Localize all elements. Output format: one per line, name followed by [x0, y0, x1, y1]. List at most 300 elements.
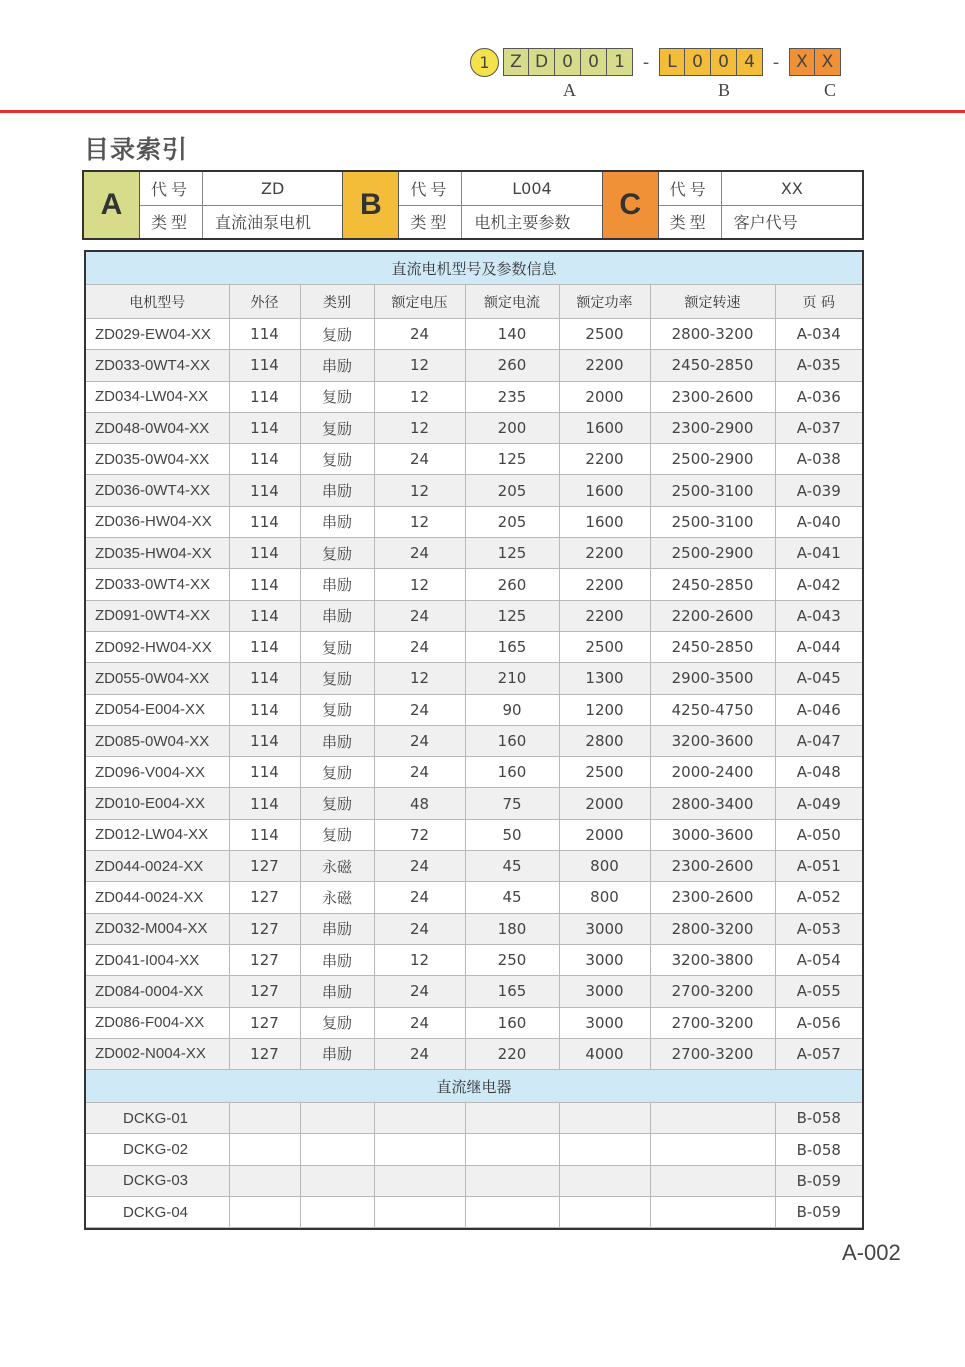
table-cell: 复励 [300, 444, 374, 475]
table-cell: 串励 [300, 569, 374, 600]
table-cell: DCKG-04 [86, 1197, 229, 1228]
index-b-code: L004 [512, 178, 552, 198]
table-cell [300, 1165, 374, 1196]
table-cell: A-038 [775, 444, 862, 475]
code-char: 0 [581, 48, 607, 76]
table-cell: 260 [465, 569, 559, 600]
table-row [86, 600, 862, 631]
table-cell: 220 [465, 1038, 559, 1069]
table-cell: 12 [374, 475, 465, 506]
table-cell: A-034 [775, 319, 862, 350]
table-cell: 1600 [559, 412, 650, 443]
table-row [86, 944, 862, 975]
table-row [86, 1165, 862, 1196]
code-char: 1 [607, 48, 633, 76]
table-cell [465, 1197, 559, 1228]
table-cell: 114 [229, 631, 300, 662]
table-cell: DCKG-01 [86, 1103, 229, 1134]
code-char: L [659, 48, 685, 76]
table-cell: 复励 [300, 538, 374, 569]
index-type-key: 类型 [659, 206, 722, 239]
table-cell: 2800-3200 [650, 319, 775, 350]
table-cell [374, 1134, 465, 1165]
table-cell: 12 [374, 412, 465, 443]
table-cell: 160 [465, 757, 559, 788]
table-row [86, 444, 862, 475]
index-c-code: XX [780, 178, 803, 198]
column-header: 类别 [300, 285, 374, 319]
table-cell: B-058 [775, 1103, 862, 1134]
table-cell: 160 [465, 725, 559, 756]
code-char: X [815, 48, 841, 76]
table-cell: 24 [374, 725, 465, 756]
code-char: X [789, 48, 815, 76]
table-cell: 复励 [300, 631, 374, 662]
table-row [86, 976, 862, 1007]
table-cell: 复励 [300, 788, 374, 819]
table-cell: ZD033-0WT4-XX [86, 569, 229, 600]
table-row [86, 1197, 862, 1228]
index-code-key: 代号 [399, 172, 462, 205]
table-cell: 24 [374, 913, 465, 944]
table-row [86, 725, 862, 756]
table-cell: ZD044-0024-XX [86, 882, 229, 913]
header-rule [0, 110, 965, 113]
table-cell: ZD091-0WT4-XX [86, 600, 229, 631]
column-header: 额定转速 [650, 285, 775, 319]
table-cell: 2300-2900 [650, 412, 775, 443]
table-cell: 114 [229, 319, 300, 350]
table-cell: 串励 [300, 506, 374, 537]
table-cell: 24 [374, 1007, 465, 1038]
table-cell: 24 [374, 757, 465, 788]
table-cell [229, 1134, 300, 1165]
index-a-type: 直流油泵电机 [215, 213, 312, 233]
table-cell: 2200 [559, 600, 650, 631]
table-row [86, 475, 862, 506]
table-cell: 114 [229, 506, 300, 537]
table-cell [559, 1197, 650, 1228]
table-cell: 127 [229, 913, 300, 944]
table-cell: 114 [229, 819, 300, 850]
table-cell: 2000 [559, 381, 650, 412]
table-row [86, 381, 862, 412]
table-cell: 24 [374, 538, 465, 569]
table-cell: 2200 [559, 444, 650, 475]
table-cell: 串励 [300, 976, 374, 1007]
table-cell [374, 1197, 465, 1228]
page-title: 目录索引 [84, 135, 189, 164]
table-cell: DCKG-02 [86, 1134, 229, 1165]
table-cell: 串励 [300, 913, 374, 944]
index-letter-a: A [84, 172, 140, 238]
table-cell [374, 1103, 465, 1134]
table-cell: A-051 [775, 851, 862, 882]
table-row [86, 412, 862, 443]
table-cell: ZD029-EW04-XX [86, 319, 229, 350]
table-cell: 800 [559, 851, 650, 882]
table-cell [229, 1197, 300, 1228]
column-header: 额定电流 [465, 285, 559, 319]
table-cell: ZD034-LW04-XX [86, 381, 229, 412]
table-cell: ZD010-E004-XX [86, 788, 229, 819]
index-code-key: 代号 [659, 172, 722, 205]
table-row [86, 788, 862, 819]
table-cell: 45 [465, 882, 559, 913]
table-cell: ZD035-HW04-XX [86, 538, 229, 569]
table-cell: 2200-2600 [650, 600, 775, 631]
table-cell [559, 1134, 650, 1165]
table-cell: 2300-2600 [650, 381, 775, 412]
table-cell [559, 1165, 650, 1196]
relay-table-body [86, 1103, 862, 1228]
code-index-table [82, 170, 864, 240]
table-cell: B-059 [775, 1165, 862, 1196]
table-cell: 90 [465, 694, 559, 725]
motor-section-title: 直流电机型号及参数信息 [86, 252, 862, 285]
table-cell: 3000-3600 [650, 819, 775, 850]
index-group-b [343, 172, 602, 238]
table-cell: A-047 [775, 725, 862, 756]
table-cell: 12 [374, 569, 465, 600]
table-cell: 2800-3200 [650, 913, 775, 944]
index-group-c [603, 172, 862, 238]
motor-parameter-table [84, 250, 864, 1230]
table-cell: 复励 [300, 381, 374, 412]
table-cell [650, 1197, 775, 1228]
table-cell: 2800-3400 [650, 788, 775, 819]
table-cell: 12 [374, 663, 465, 694]
code-char: D [529, 48, 555, 76]
code-char: Z [503, 48, 529, 76]
index-c-type: 客户代号 [733, 213, 798, 233]
table-cell: 205 [465, 475, 559, 506]
table-cell: 114 [229, 757, 300, 788]
table-cell: ZD033-0WT4-XX [86, 350, 229, 381]
table-cell: ZD044-0024-XX [86, 851, 229, 882]
table-cell: 2200 [559, 538, 650, 569]
table-row [86, 819, 862, 850]
table-cell [650, 1134, 775, 1165]
column-header: 额定功率 [559, 285, 650, 319]
table-cell: 1600 [559, 475, 650, 506]
table-cell: ZD054-E004-XX [86, 694, 229, 725]
table-cell: 260 [465, 350, 559, 381]
table-cell: 1200 [559, 694, 650, 725]
table-cell [465, 1165, 559, 1196]
table-cell: 复励 [300, 412, 374, 443]
index-code-key: 代号 [140, 172, 203, 205]
table-cell: 165 [465, 631, 559, 662]
table-cell: 114 [229, 381, 300, 412]
table-row [86, 1134, 862, 1165]
table-cell [229, 1103, 300, 1134]
table-cell: 114 [229, 538, 300, 569]
table-cell: 140 [465, 319, 559, 350]
table-row [86, 506, 862, 537]
table-cell: 200 [465, 412, 559, 443]
table-cell: A-049 [775, 788, 862, 819]
table-cell: 114 [229, 412, 300, 443]
table-cell: 127 [229, 851, 300, 882]
table-cell: 24 [374, 631, 465, 662]
table-cell: 127 [229, 1038, 300, 1069]
column-header: 额定电压 [374, 285, 465, 319]
table-cell: A-043 [775, 600, 862, 631]
code-banner [470, 45, 841, 79]
table-cell: 1300 [559, 663, 650, 694]
table-cell: 2200 [559, 350, 650, 381]
table-cell: 1600 [559, 506, 650, 537]
table-cell: ZD084-0004-XX [86, 976, 229, 1007]
table-cell: 75 [465, 788, 559, 819]
table-cell: 2000 [559, 819, 650, 850]
table-cell: A-045 [775, 663, 862, 694]
table-row [86, 319, 862, 350]
table-cell: A-050 [775, 819, 862, 850]
index-a-code: ZD [261, 178, 285, 198]
table-cell: A-054 [775, 944, 862, 975]
code-label-b: B [718, 80, 731, 100]
table-cell [374, 1165, 465, 1196]
index-letter-b: B [343, 172, 399, 238]
table-cell: 永磁 [300, 882, 374, 913]
table-row [86, 569, 862, 600]
table-row [86, 538, 862, 569]
table-cell: 2800 [559, 725, 650, 756]
table-cell: 4250-4750 [650, 694, 775, 725]
table-cell: 复励 [300, 663, 374, 694]
code-dash: - [772, 51, 780, 73]
table-cell: ZD002-N004-XX [86, 1038, 229, 1069]
table-cell: 3000 [559, 1007, 650, 1038]
table-cell: 3200-3800 [650, 944, 775, 975]
table-cell: 复励 [300, 319, 374, 350]
table-row [86, 1007, 862, 1038]
table-cell: A-055 [775, 976, 862, 1007]
table-cell: 250 [465, 944, 559, 975]
table-cell: 2500-2900 [650, 444, 775, 475]
table-cell: A-037 [775, 412, 862, 443]
table-cell: 114 [229, 444, 300, 475]
table-cell: ZD036-HW04-XX [86, 506, 229, 537]
code-char: 0 [555, 48, 581, 76]
table-cell [559, 1103, 650, 1134]
table-cell: 2700-3200 [650, 1038, 775, 1069]
table-row [86, 663, 862, 694]
table-cell: 24 [374, 694, 465, 725]
table-cell: 125 [465, 444, 559, 475]
table-cell: 114 [229, 694, 300, 725]
table-cell: 3200-3600 [650, 725, 775, 756]
table-cell: 50 [465, 819, 559, 850]
table-cell: A-052 [775, 882, 862, 913]
table-cell: 4000 [559, 1038, 650, 1069]
table-cell: 800 [559, 882, 650, 913]
table-cell: ZD085-0W04-XX [86, 725, 229, 756]
table-cell: 复励 [300, 694, 374, 725]
table-cell: B-058 [775, 1134, 862, 1165]
table-cell: DCKG-03 [86, 1165, 229, 1196]
circle-number: 1 [470, 48, 499, 77]
table-cell: 24 [374, 882, 465, 913]
table-cell: 127 [229, 882, 300, 913]
code-char: 0 [711, 48, 737, 76]
table-cell: ZD041-I004-XX [86, 944, 229, 975]
table-cell: 24 [374, 319, 465, 350]
index-type-key: 类型 [399, 206, 462, 239]
index-group-a [84, 172, 343, 238]
table-cell: ZD055-0W04-XX [86, 663, 229, 694]
table-cell: 3000 [559, 944, 650, 975]
table-row [86, 1038, 862, 1069]
table-cell [300, 1197, 374, 1228]
table-cell: 127 [229, 976, 300, 1007]
table-row [86, 882, 862, 913]
table-cell: A-035 [775, 350, 862, 381]
table-cell: 48 [374, 788, 465, 819]
table-cell: 205 [465, 506, 559, 537]
column-header: 外径 [229, 285, 300, 319]
code-char: 4 [737, 48, 763, 76]
table-cell: ZD092-HW04-XX [86, 631, 229, 662]
table-cell [650, 1103, 775, 1134]
table-row [86, 851, 862, 882]
table-cell: 3000 [559, 976, 650, 1007]
table-cell: A-046 [775, 694, 862, 725]
table-cell: 2900-3500 [650, 663, 775, 694]
index-letter-c: C [603, 172, 659, 238]
table-cell: ZD086-F004-XX [86, 1007, 229, 1038]
table-cell [300, 1103, 374, 1134]
relay-section-title: 直流继电器 [86, 1070, 862, 1103]
table-cell: 24 [374, 1038, 465, 1069]
table-cell: 2700-3200 [650, 1007, 775, 1038]
code-label-a: A [563, 80, 576, 100]
table-cell: 串励 [300, 944, 374, 975]
column-header: 页 码 [775, 285, 862, 319]
table-cell: ZD048-0W04-XX [86, 412, 229, 443]
table-cell: 2500-2900 [650, 538, 775, 569]
table-cell: 45 [465, 851, 559, 882]
table-cell: A-039 [775, 475, 862, 506]
table-cell: 2500 [559, 631, 650, 662]
table-row [86, 1103, 862, 1134]
table-cell: ZD036-0WT4-XX [86, 475, 229, 506]
code-dash: - [642, 51, 650, 73]
table-cell: B-059 [775, 1197, 862, 1228]
table-cell: A-041 [775, 538, 862, 569]
table-cell: 复励 [300, 757, 374, 788]
table-cell: 127 [229, 944, 300, 975]
table-cell: 2000 [559, 788, 650, 819]
table-cell: 串励 [300, 600, 374, 631]
table-cell: 2700-3200 [650, 976, 775, 1007]
table-cell: 复励 [300, 1007, 374, 1038]
table-cell: 12 [374, 506, 465, 537]
table-cell: 180 [465, 913, 559, 944]
table-cell: 2500 [559, 319, 650, 350]
table-cell: 串励 [300, 475, 374, 506]
table-cell: 114 [229, 569, 300, 600]
table-cell: 2200 [559, 569, 650, 600]
table-cell: 125 [465, 538, 559, 569]
table-cell: ZD096-V004-XX [86, 757, 229, 788]
table-cell: 2500-3100 [650, 475, 775, 506]
table-cell: 114 [229, 475, 300, 506]
table-cell: 114 [229, 663, 300, 694]
code-char: 0 [685, 48, 711, 76]
table-row [86, 694, 862, 725]
table-cell: 12 [374, 381, 465, 412]
table-cell [229, 1165, 300, 1196]
table-cell: 114 [229, 788, 300, 819]
table-cell: A-057 [775, 1038, 862, 1069]
table-cell: 125 [465, 600, 559, 631]
table-cell: 2450-2850 [650, 350, 775, 381]
table-cell: 串励 [300, 1038, 374, 1069]
table-row [86, 631, 862, 662]
column-header: 电机型号 [86, 285, 229, 319]
table-cell [465, 1134, 559, 1165]
table-cell: 串励 [300, 350, 374, 381]
page-number: A-002 [842, 1240, 901, 1265]
table-cell: ZD032-M004-XX [86, 913, 229, 944]
table-cell: 2450-2850 [650, 631, 775, 662]
table-cell: 24 [374, 851, 465, 882]
table-cell: A-042 [775, 569, 862, 600]
table-cell: A-048 [775, 757, 862, 788]
table-cell: 2300-2600 [650, 882, 775, 913]
code-label-c: C [824, 80, 837, 100]
table-cell: 2000-2400 [650, 757, 775, 788]
table-cell: 12 [374, 944, 465, 975]
table-cell: A-036 [775, 381, 862, 412]
table-cell: 2500 [559, 757, 650, 788]
table-cell: 串励 [300, 725, 374, 756]
table-cell [300, 1134, 374, 1165]
table-cell: 127 [229, 1007, 300, 1038]
index-b-type: 电机主要参数 [474, 213, 571, 233]
table-cell: 160 [465, 1007, 559, 1038]
table-cell: 114 [229, 350, 300, 381]
table-cell: 165 [465, 976, 559, 1007]
table-cell: 24 [374, 976, 465, 1007]
table-cell: 2300-2600 [650, 851, 775, 882]
table-cell: ZD035-0W04-XX [86, 444, 229, 475]
table-cell: 114 [229, 725, 300, 756]
index-type-key: 类型 [140, 206, 203, 239]
table-cell: 永磁 [300, 851, 374, 882]
table-cell: 24 [374, 600, 465, 631]
table-cell: 复励 [300, 819, 374, 850]
table-row [86, 350, 862, 381]
table-row [86, 913, 862, 944]
table-cell [465, 1103, 559, 1134]
table-cell: 2500-3100 [650, 506, 775, 537]
table-cell: 2450-2850 [650, 569, 775, 600]
table-cell: 235 [465, 381, 559, 412]
table-cell [650, 1165, 775, 1196]
motor-table-body [86, 319, 862, 1070]
table-cell: 114 [229, 600, 300, 631]
table-cell: A-040 [775, 506, 862, 537]
table-cell: 24 [374, 444, 465, 475]
table-cell: A-044 [775, 631, 862, 662]
table-cell: 3000 [559, 913, 650, 944]
table-cell: 12 [374, 350, 465, 381]
table-cell: 72 [374, 819, 465, 850]
